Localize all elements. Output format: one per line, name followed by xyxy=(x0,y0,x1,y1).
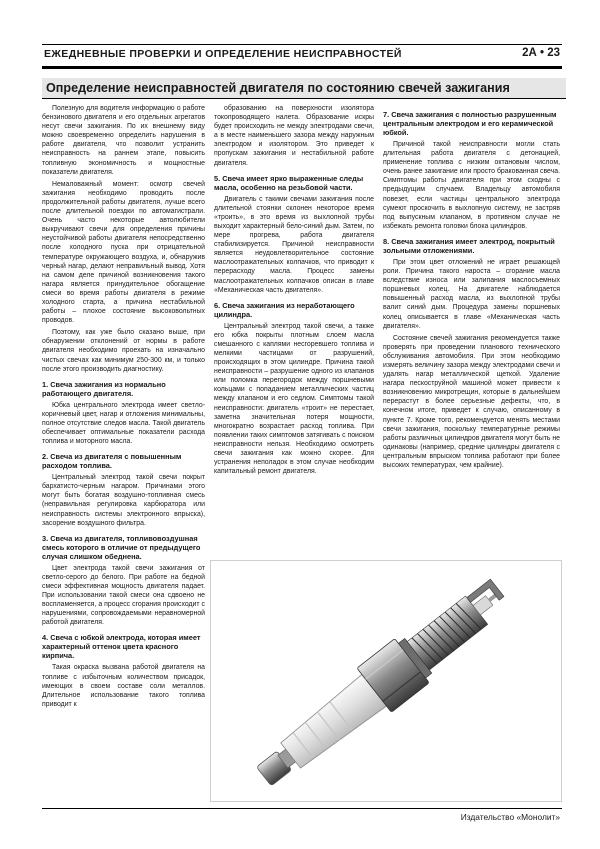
paragraph: Юбка центрального электрода имеет светло-коричневый цвет, нагар и отложения минимальны, полное отсутствие следов масла. Такой двигатель обеспечивает оптимальные показатели расхода топлива и моторного масла. xyxy=(42,401,205,446)
subheading: 3. Свеча из двигателя, топливовоздушная смесь которого в отличие от предыдущего случая слишком обеднена. xyxy=(42,533,201,561)
paragraph: Состояние свечей зажигания рекомендуется также проверять при проведении планового технического обслуживания автомобиля. При этом необходимо измерять величину зазора между электродами свечи и удалять нагар металлической щеткой. Удаление нагара пескоструйной машиной может привести к возникновению микротрещин, которые в дальнейшем перерастут в более серьезные дефекты, что, в конечном итоге, приведет к случаю, описанному в пункте 7. Кроме того, рекомендуется менять местами свечи зажигания, поскольку температурные режимы работы различных цилиндров двигателя могут быть не одинаковы (например, средние цилиндры двигателя с центральным впрыском топлива работают при более высоких температурах, чем крайние). xyxy=(383,334,561,469)
paragraph: Полезную для водителя информацию о работе бензинового двигателя и его отдельных агрегатов несут свечи зажигания. По их внешнему виду можно своевременно определить нарушения в работе двигателя, что позволит устранить неисправность на раннем этапе, повысить топливную экономичность и мощностные показатели двигателя. xyxy=(42,105,205,176)
paragraph: Поэтому, как уже было сказано выше, при обнаружении отклонений от нормы в работе двигателя необходимо проехать на изначально чистых свечах как минимум 250-300 км, и только после этого производить диагностику. xyxy=(42,329,205,373)
page-number: 2А • 23 xyxy=(522,47,560,59)
subheading: 7. Свеча зажигания с полностью разрушенным центральным электродом и его керамической юбкой. xyxy=(383,110,557,137)
running-header: ЕЖЕДНЕВНЫЕ ПРОВЕРКИ И ОПРЕДЕЛЕНИЕ НЕИСПРАВНОСТЕЙ xyxy=(44,48,402,60)
subheading: 2. Свеча из двигателя с повышенным расходом топлива. xyxy=(42,452,182,471)
subheading: 6. Свеча зажигания из неработающего цилиндра. xyxy=(214,300,355,319)
publisher-name: Издательство «Монолит» xyxy=(460,812,560,822)
paragraph: При этом цвет отложений не играет решающей роли. Причина такого нароста – сгорание масла вследствие износа или залипания маслосъемных поршневых колец. На двигателе наблюдается повышенный расход масла, из выхлопной трубы валит синий дым. Процедура замены поршневых колец описывается в главе «Механическая часть двигателя». xyxy=(383,258,560,330)
paragraph: Двигатель с такими свечами зажигания после длительной стоянки склонен некоторое время «троить», в это время из выхлопной трубы выходит характерный бело-синий дым. Затем, по мере прогрева, работа двигателя стабилизируется. Причиной неисправности является неудовлетворительное состояние маслоотражательных колпачков, что приводит к перерасходу масла. Процесс замены маслоотражательных колпачков описан в главе «Механическая часть двигателя». xyxy=(214,195,374,294)
article-title: Определение неисправностей двигателя по состоянию свечей зажигания xyxy=(42,78,566,99)
paragraph: Центральный электрод такой свечи покрыт бархатисто-черным нагаром. Причинами этого могут быть богатая воздушно-топливная смесь (неправильная регулировка карбюратора или неисправность системы электронного впрыска), засорение воздушного фильтра. xyxy=(42,474,205,527)
header-bottom-rule xyxy=(42,66,562,69)
paragraph: Причиной такой неисправности могли стать длительная работа двигателя с детонацией, применение топлива с низким октановым числом, очень ранее зажигание или просто бракованная свеча. Симптомы работы двигателя при этом сходны с предыдущим случаем. Владельцу автомобиля повезет, если частицы центрального электрода сумеют проскочить в выхлопную систему, не застряв под выпускным клапаном, в противном случае не избежать ремонта головки блока цилиндров. xyxy=(383,141,560,230)
paragraph: образованию на поверхности изолятора токопроводящего налета. Образование искры будет происходить не между электродами свечи, а в месте наименьшего зазора между наружным электродом и изолятором. Это приведет к пропускам зажигания и нестабильной работе двигателя. xyxy=(214,105,374,167)
paragraph: Центральный электрод такой свечи, а также его юбка покрыты плотным слоем масла смешанного с каплями несгоревшего топлива и мелкими частицами от разрушений, происходящих в этом цилиндре. Причина такой неисправности – разрушение одного из клапанов или поломка перегородок между поршневыми кольцами с попаданием металлических частиц между клапаном и его седлом. Симптомы такой неисправности: двигатель «троит» не перестает, заметна значительная потеря мощности, многократно возрастает расход топлива. При появлении таких симптомов затягивать с поиском неисправности нельзя. Необходимо осмотреть свечи зажигания как можно скорее. Для устранения неполадок в этом случае необходим капитальный ремонт двигателя. xyxy=(214,322,374,476)
subheading: 4. Свеча с юбкой электрода, которая имеет характерный оттенок цвета красного кирпича. xyxy=(42,633,201,661)
text-column-1 xyxy=(42,104,205,712)
subheading: 5. Свеча имеет ярко выраженные следы масла, особенно на резьбовой части. xyxy=(214,173,364,192)
paragraph: Цвет электрода такой свечи зажигания от светло-серого до белого. При работе на бедной смеси эффективная мощность двигателя падает. При использовании такой смеси она сдвоено не воспламеняется, а процесс сгорания происходит с нарушениями, сопровождаемыми неравномерной работой двигателя. xyxy=(42,564,205,627)
header-top-rule xyxy=(42,44,562,45)
footer-rule xyxy=(42,808,562,809)
paragraph: Немаловажный момент: осмотр свечей зажигания необходимо проводить после продолжительной работы двигателя, лучше всего после длительной поездки по автомагистрали. Очень часто некоторые автолюбители выкручивают свечи для определения причины неустойчивой работы двигателя непосредственно после холодного пуска при отрицательной температуре окружающего воздуха, и, обнаружив черный нагар, делают неправильный вывод. Хотя на самом деле причиной возникновения такого нагара является принудительное обогащение смеси во время работы двигателя в режиме холодного старта, а причина нестабильной работы – плохое состояние высоковольтных проводов. xyxy=(42,180,205,325)
text-column-3 xyxy=(383,104,560,564)
paragraph: Такая окраска вызвана работой двигателя на топливе с избыточным количеством присадок, имеющих в своем составе соли металлов. Длительное использование такого топлива приводит к xyxy=(42,664,205,708)
spark-plug-illustration xyxy=(211,561,561,801)
text-column-2 xyxy=(214,104,374,479)
subheading: 8. Свеча зажигания имеет электрод, покрытый зольными отложениями. xyxy=(383,236,555,255)
spark-plug-photo xyxy=(210,560,562,802)
subheading: 1. Свеча зажигания из нормально работающего двигателя. xyxy=(42,379,166,398)
